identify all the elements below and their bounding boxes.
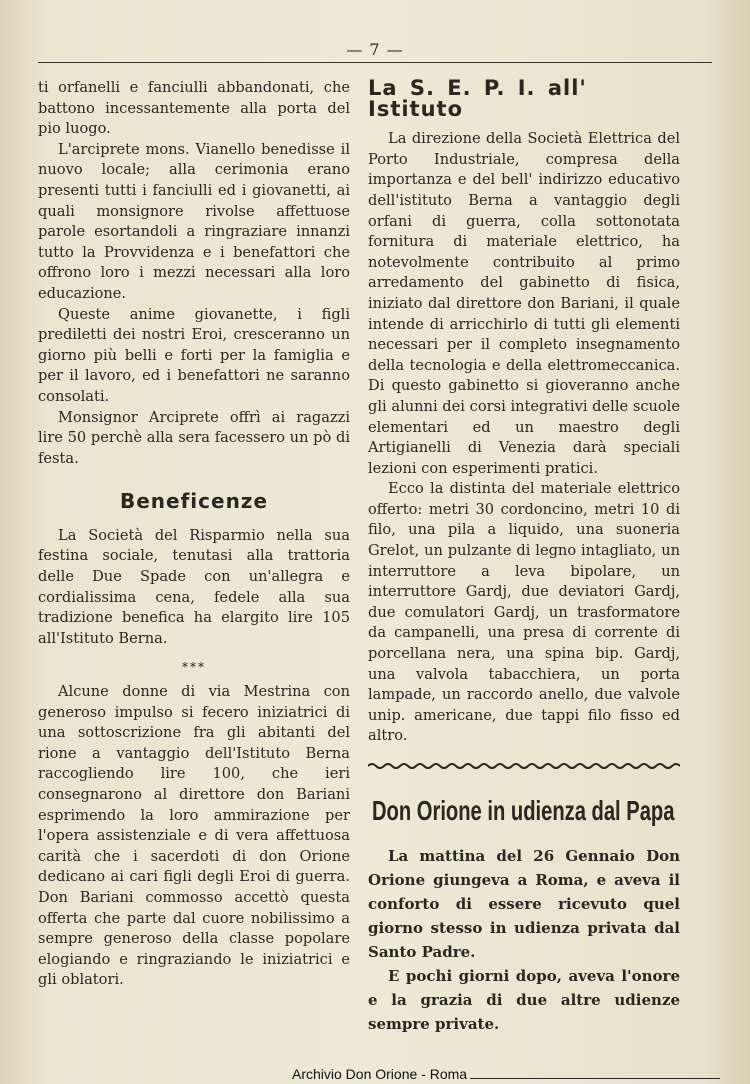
paragraph-orione-udienza: La mattina del 26 Gennaio Don Orione giungeva a Roma, e aveva il conforto di essere ricevuto quel giorno stesso in udienza privata dal Santo Padre.: [368, 846, 680, 961]
beneficenze-heading: Beneficenze: [119, 489, 269, 514]
right-column: [368, 78, 680, 1036]
paragraph-sepi-materiale: Ecco la distinta del materiale elettrico offerto: metri 30 cordoncino, metri 10 di filo, una pila a liquido, una suoneria Grelot, un pulzante di legno intagliato, un interruttore a leva bipolare, un interruttore Gardj, due deviatori Gardj, due comulatori Gardj, un trasformatore da campanelli, una presa di corrente di porcellana nera, una spina bip. Gardj, una valvola tabacchiera, un porta lampade, un raccordo anello, due valvole unip. americane, due tappi filo fisso ed altro.: [368, 480, 680, 745]
header-rule: [38, 62, 712, 63]
paragraph-risparmio: La Società del Risparmio nella sua festina sociale, tenutasi alla trattoria delle Due Spade con un'allegra e cordialissima cena, fedele alla sua tradizione benefica ha elargito lire 105 all'Istituto Berna.: [38, 526, 350, 647]
footer-rule: [470, 1078, 720, 1079]
ornamental-divider: [368, 761, 680, 771]
archive-footer: Archivio Don Orione - Roma: [292, 1066, 468, 1082]
paragraph-sepi-direzione: La direzione della Società Elettrica del Porto Industriale, compresa della importanza e del bell' indirizzo educativo dell'istituto Berna a vantaggio degli orfani di guerra, colla sottonotata fornitura di materiale elettrico, ha notevolmente contribuito al primo arredamento del gabinetto di fisica, iniziato dal direttore don Bariani, il quale intende di arricchirlo di tutti gli elementi necessari per il completo insegnamento della tecnologia e della elettromeccanica. Di questo gabinetto si gioveranno anche gli alunni dei corsi integrativi delle scuole elementari ed un maestro degli Artigianelli di Venezia darà speciali lezioni con esperimenti pratici.: [368, 130, 680, 477]
page-number: — 7 —: [346, 40, 404, 59]
paragraph-arciprete: L'arciprete mons. Vianello benedisse il nuovo locale; alla cerimonia erano presenti tutti i fanciulli ed i giovanetti, ai quali monsignore rivolse affettuose parole esortandoli a ringraziare innanzi tutto la Provvidenza e i benefattori che offrono loro i mezzi necessari alla loro educazione.: [38, 140, 350, 302]
left-column: [38, 78, 350, 991]
paragraph-anime: Queste anime giovanette, i figli prediletti dei nostri Eroi, cresceranno un giorno più belli e forti per la famiglia e per il lavoro, ed i benefattori ne saranno consolati.: [38, 305, 350, 405]
paragraph-mestrina: Alcune donne di via Mestrina con generoso impulso si fecero iniziatrici di una sottoscrizione fra gli abitanti del rione a vantaggio dell'Istituto Berna raccogliendo lire 100, che ieri consegnarono al direttore don Bariani esprimendo la loro ammirazione per l'opera assistenziale e di vera affettuosa carità che i sacerdoti di don Orione dedicano ai cari figli degli Eroi di guerra. Don Bariani commosso accettò questa offerta che parte dal cuore nobilissimo a sempre generoso della classe popolare elogiando e ringraziando le iniziatrici e gli oblatori.: [38, 683, 350, 989]
section-separator: ***: [182, 660, 206, 675]
continuation-paragraph: ti orfanelli e fanciulli abbandonati, che battono incessantemente alla porta del pio luogo.: [38, 79, 350, 138]
paragraph-orione-altre: E pochi giorni dopo, aveva l'onore e la grazia di due altre udienze sempre private.: [368, 966, 680, 1033]
orione-heading: Don Orione in udienza dal Papa: [372, 794, 675, 826]
sepi-heading: La S. E. P. I. all' Istituto: [368, 76, 587, 121]
paragraph-festa: Monsignor Arciprete offrì ai ragazzi lire 50 perchè alla sera facessero un pò di festa.: [38, 408, 350, 467]
